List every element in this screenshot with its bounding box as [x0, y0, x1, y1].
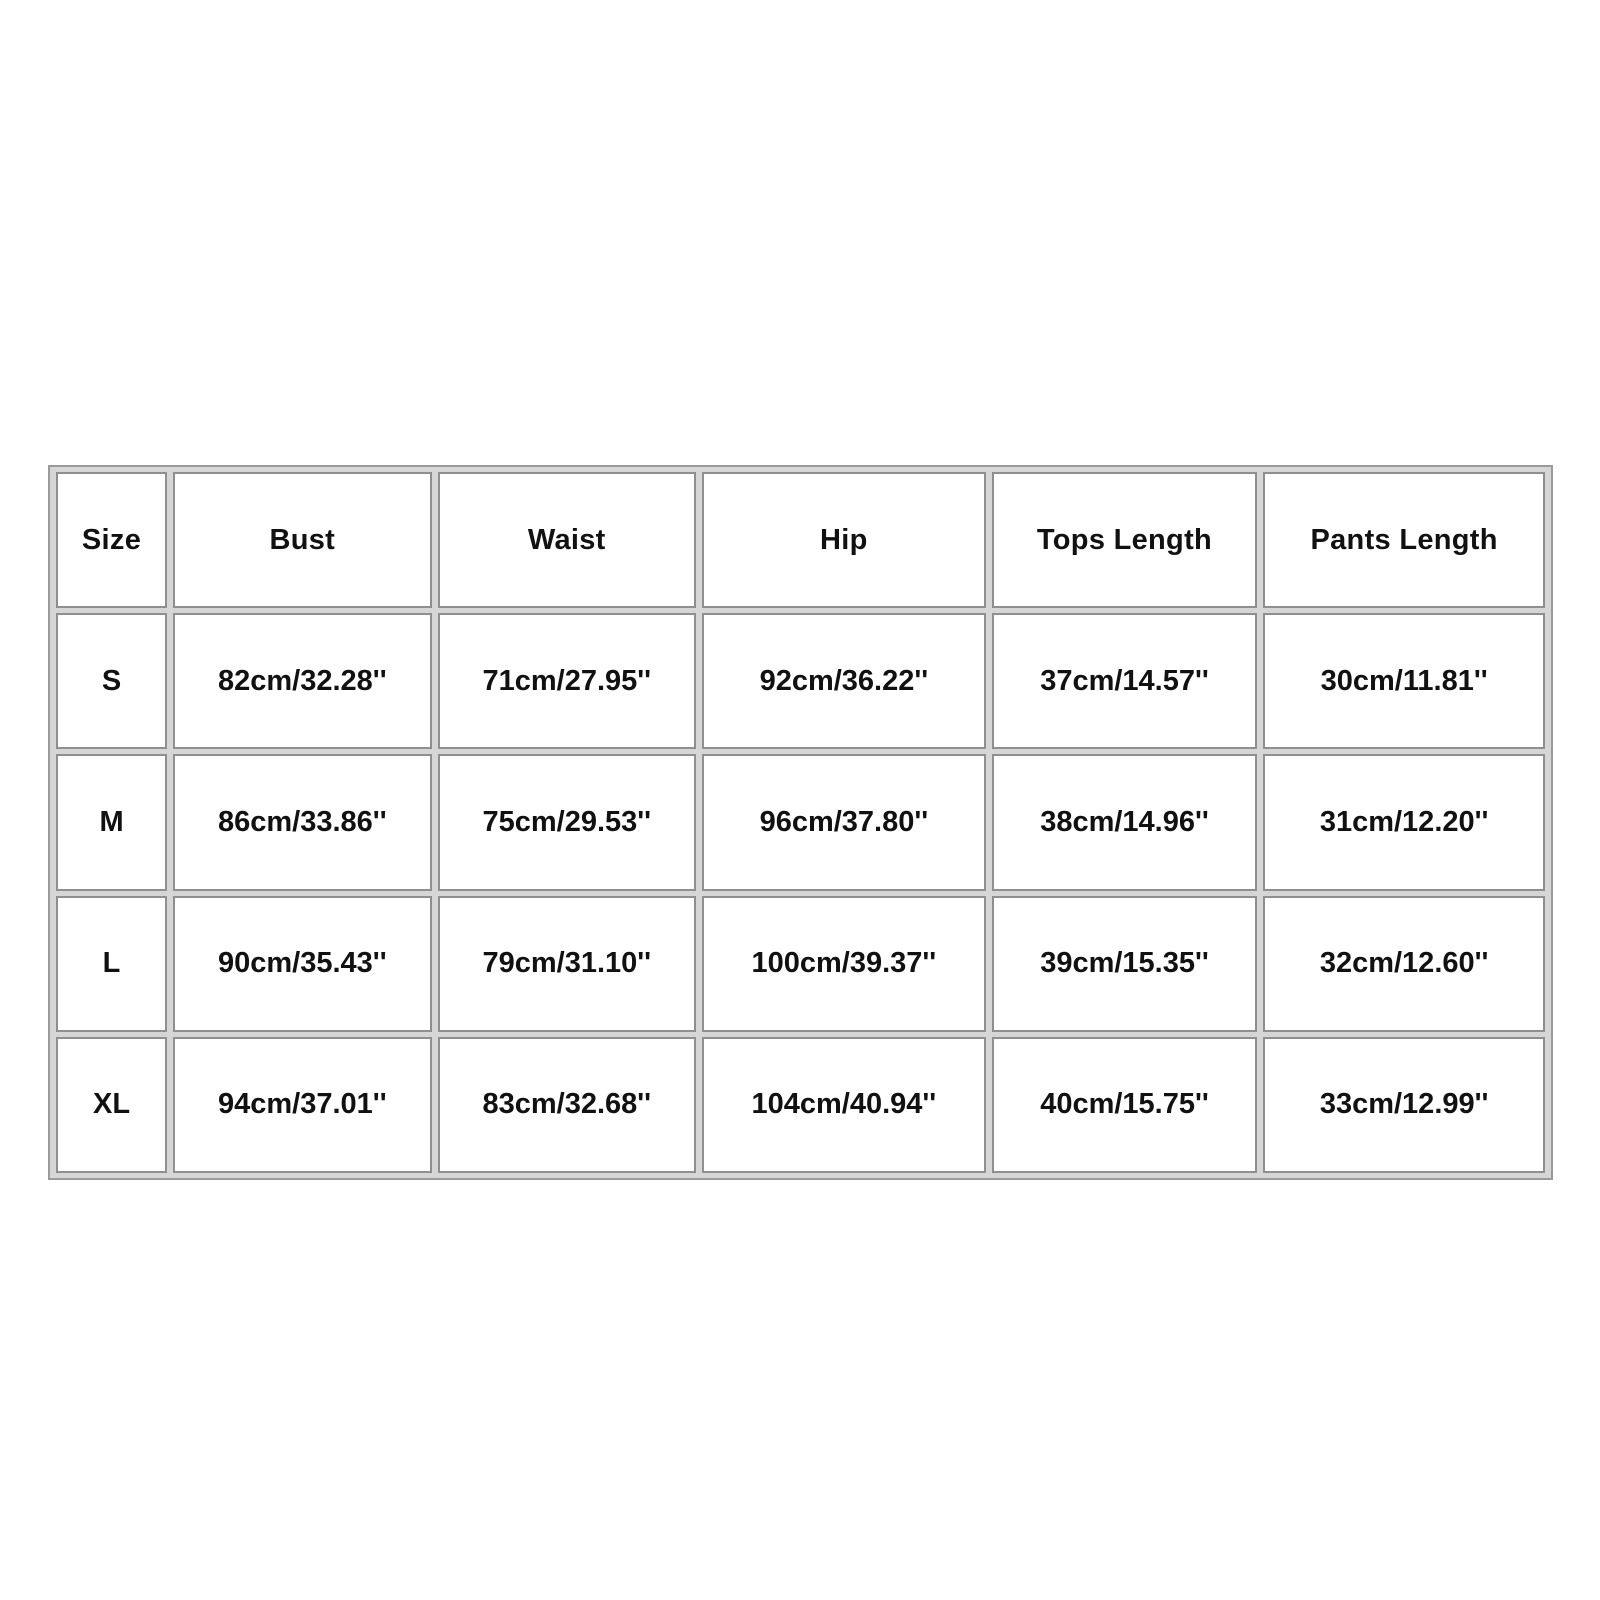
size-chart-table	[48, 465, 1553, 1180]
cell-waist: 75cm/29.53''	[438, 754, 696, 890]
cell-waist: 71cm/27.95''	[438, 613, 696, 749]
header-waist: Waist	[438, 472, 696, 608]
table-row	[56, 896, 1545, 1032]
cell-pants-length: 32cm/12.60''	[1263, 896, 1545, 1032]
header-bust: Bust	[173, 472, 431, 608]
table-header-row	[56, 472, 1545, 608]
cell-waist: 79cm/31.10''	[438, 896, 696, 1032]
header-hip: Hip	[702, 472, 986, 608]
cell-pants-length: 30cm/11.81''	[1263, 613, 1545, 749]
cell-waist: 83cm/32.68''	[438, 1037, 696, 1173]
cell-bust: 90cm/35.43''	[173, 896, 431, 1032]
cell-bust: 94cm/37.01''	[173, 1037, 431, 1173]
table-row	[56, 754, 1545, 890]
cell-bust: 82cm/32.28''	[173, 613, 431, 749]
cell-size: XL	[56, 1037, 167, 1173]
cell-pants-length: 33cm/12.99''	[1263, 1037, 1545, 1173]
cell-hip: 92cm/36.22''	[702, 613, 986, 749]
cell-tops-length: 38cm/14.96''	[992, 754, 1258, 890]
cell-hip: 96cm/37.80''	[702, 754, 986, 890]
header-pants-length: Pants Length	[1263, 472, 1545, 608]
table-row	[56, 1037, 1545, 1173]
cell-tops-length: 39cm/15.35''	[992, 896, 1258, 1032]
cell-size: M	[56, 754, 167, 890]
header-size: Size	[56, 472, 167, 608]
cell-pants-length: 31cm/12.20''	[1263, 754, 1545, 890]
cell-tops-length: 37cm/14.57''	[992, 613, 1258, 749]
cell-tops-length: 40cm/15.75''	[992, 1037, 1258, 1173]
cell-size: L	[56, 896, 167, 1032]
cell-hip: 100cm/39.37''	[702, 896, 986, 1032]
cell-hip: 104cm/40.94''	[702, 1037, 986, 1173]
cell-size: S	[56, 613, 167, 749]
table-row	[56, 613, 1545, 749]
cell-bust: 86cm/33.86''	[173, 754, 431, 890]
header-tops-length: Tops Length	[992, 472, 1258, 608]
